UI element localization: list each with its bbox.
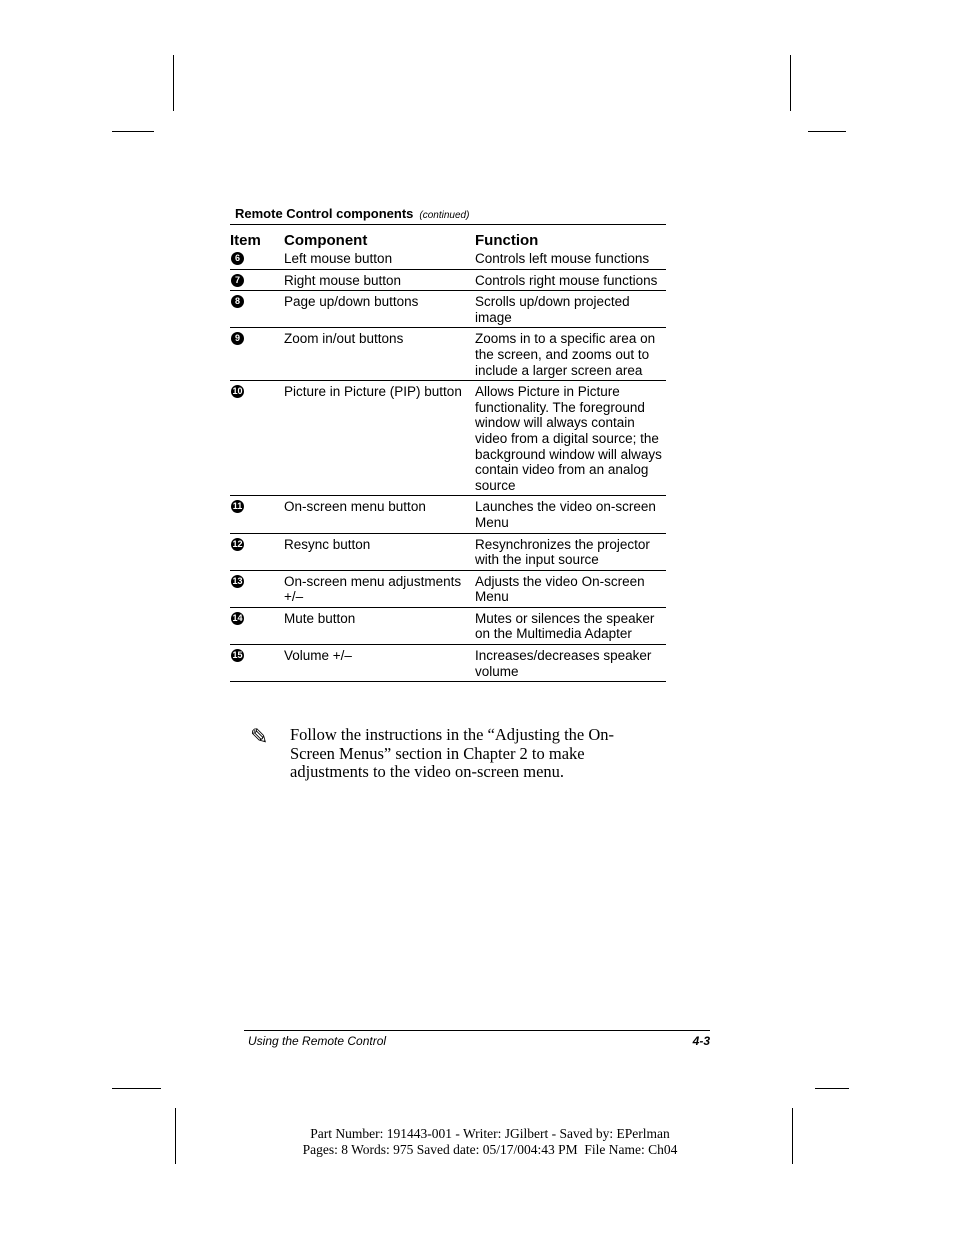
crop-mark xyxy=(112,131,154,132)
crop-mark xyxy=(112,1088,161,1089)
item-number: 7 xyxy=(231,274,244,287)
crop-mark xyxy=(173,55,174,111)
table-caption xyxy=(235,206,469,221)
header-component: Component xyxy=(284,232,368,249)
item-number: 12 xyxy=(232,538,243,549)
table-row xyxy=(230,644,666,681)
item-number: 15 xyxy=(232,650,243,661)
row-function: Launches the video on-screen Menu xyxy=(475,499,656,530)
item-number: 10 xyxy=(232,386,243,397)
pencil-icon: ✎ xyxy=(250,724,269,749)
row-component: Right mouse button xyxy=(284,272,402,288)
header-function: Function xyxy=(475,232,539,249)
row-function: Increases/decreases speaker volume xyxy=(475,648,652,679)
item-number: 13 xyxy=(232,575,243,586)
table-header xyxy=(230,225,666,249)
table-row xyxy=(230,495,666,532)
metadata-line-1: Part Number: 191443-001 - Writer: JGilbert - Saved by: EPerlman xyxy=(310,1126,670,1141)
table-row xyxy=(230,290,666,327)
row-function: Scrolls up/down projected image xyxy=(475,294,630,325)
footer-divider xyxy=(244,1030,710,1031)
row-function: Zooms in to a specific area on the screen, and zooms out to include a larger screen area xyxy=(475,331,656,378)
row-component: Left mouse button xyxy=(284,251,393,266)
row-function: Allows Picture in Picture functionality. The foreground window will always contain video from a digital source; the background window will always contain video from an analog source xyxy=(475,384,662,493)
row-function: Adjusts the video On-screen Menu xyxy=(475,573,645,605)
caption-continued: (continued) xyxy=(419,210,470,221)
caption-title: Remote Control components xyxy=(235,206,414,221)
metadata-line-2: Pages: 8 Words: 975 Saved date: 05/17/004:43 PM File Name: Ch04 xyxy=(302,1142,678,1157)
table-row xyxy=(230,327,666,380)
crop-mark xyxy=(808,131,846,132)
crop-mark xyxy=(175,1108,176,1164)
table-row xyxy=(230,269,666,291)
table-row xyxy=(230,249,666,269)
row-component: Zoom in/out buttons xyxy=(284,331,404,347)
crop-mark xyxy=(815,1088,849,1089)
footer-chapter-title: Using the Remote Control xyxy=(248,1034,387,1048)
table-row xyxy=(230,607,666,644)
row-component: Page up/down buttons xyxy=(284,294,419,310)
row-component: On-screen menu adjustments +/– xyxy=(284,573,462,605)
table-row xyxy=(230,570,666,607)
page-number: 4-3 xyxy=(692,1034,710,1048)
item-number: 14 xyxy=(232,612,243,623)
note-text: Follow the instructions in the “Adjusting the On-Screen Menus” section in Chapter 2 to make adjustments to the video on-screen menu. xyxy=(290,725,615,781)
row-component: On-screen menu button xyxy=(284,499,426,515)
item-number: 9 xyxy=(231,332,244,345)
components-table xyxy=(230,224,666,682)
crop-mark xyxy=(792,1108,793,1164)
table-row xyxy=(230,380,666,495)
row-component: Resync button xyxy=(284,536,371,552)
crop-mark xyxy=(790,55,791,111)
row-component: Picture in Picture (PIP) button xyxy=(284,384,462,400)
item-number: 11 xyxy=(232,501,243,512)
row-component: Volume +/– xyxy=(284,648,352,664)
item-number: 6 xyxy=(231,252,244,265)
document-metadata xyxy=(270,1126,710,1158)
row-function: Mutes or silences the speaker on the Multimedia Adapter xyxy=(475,610,655,642)
table-row xyxy=(230,533,666,570)
row-function: Controls left mouse functions xyxy=(475,251,650,266)
row-component: Mute button xyxy=(284,610,356,626)
note-block xyxy=(250,726,650,782)
row-function: Controls right mouse functions xyxy=(475,272,658,288)
row-function: Resynchronizes the projector with the input source xyxy=(475,536,650,568)
header-item: Item xyxy=(230,232,261,249)
item-number: 8 xyxy=(231,295,244,308)
